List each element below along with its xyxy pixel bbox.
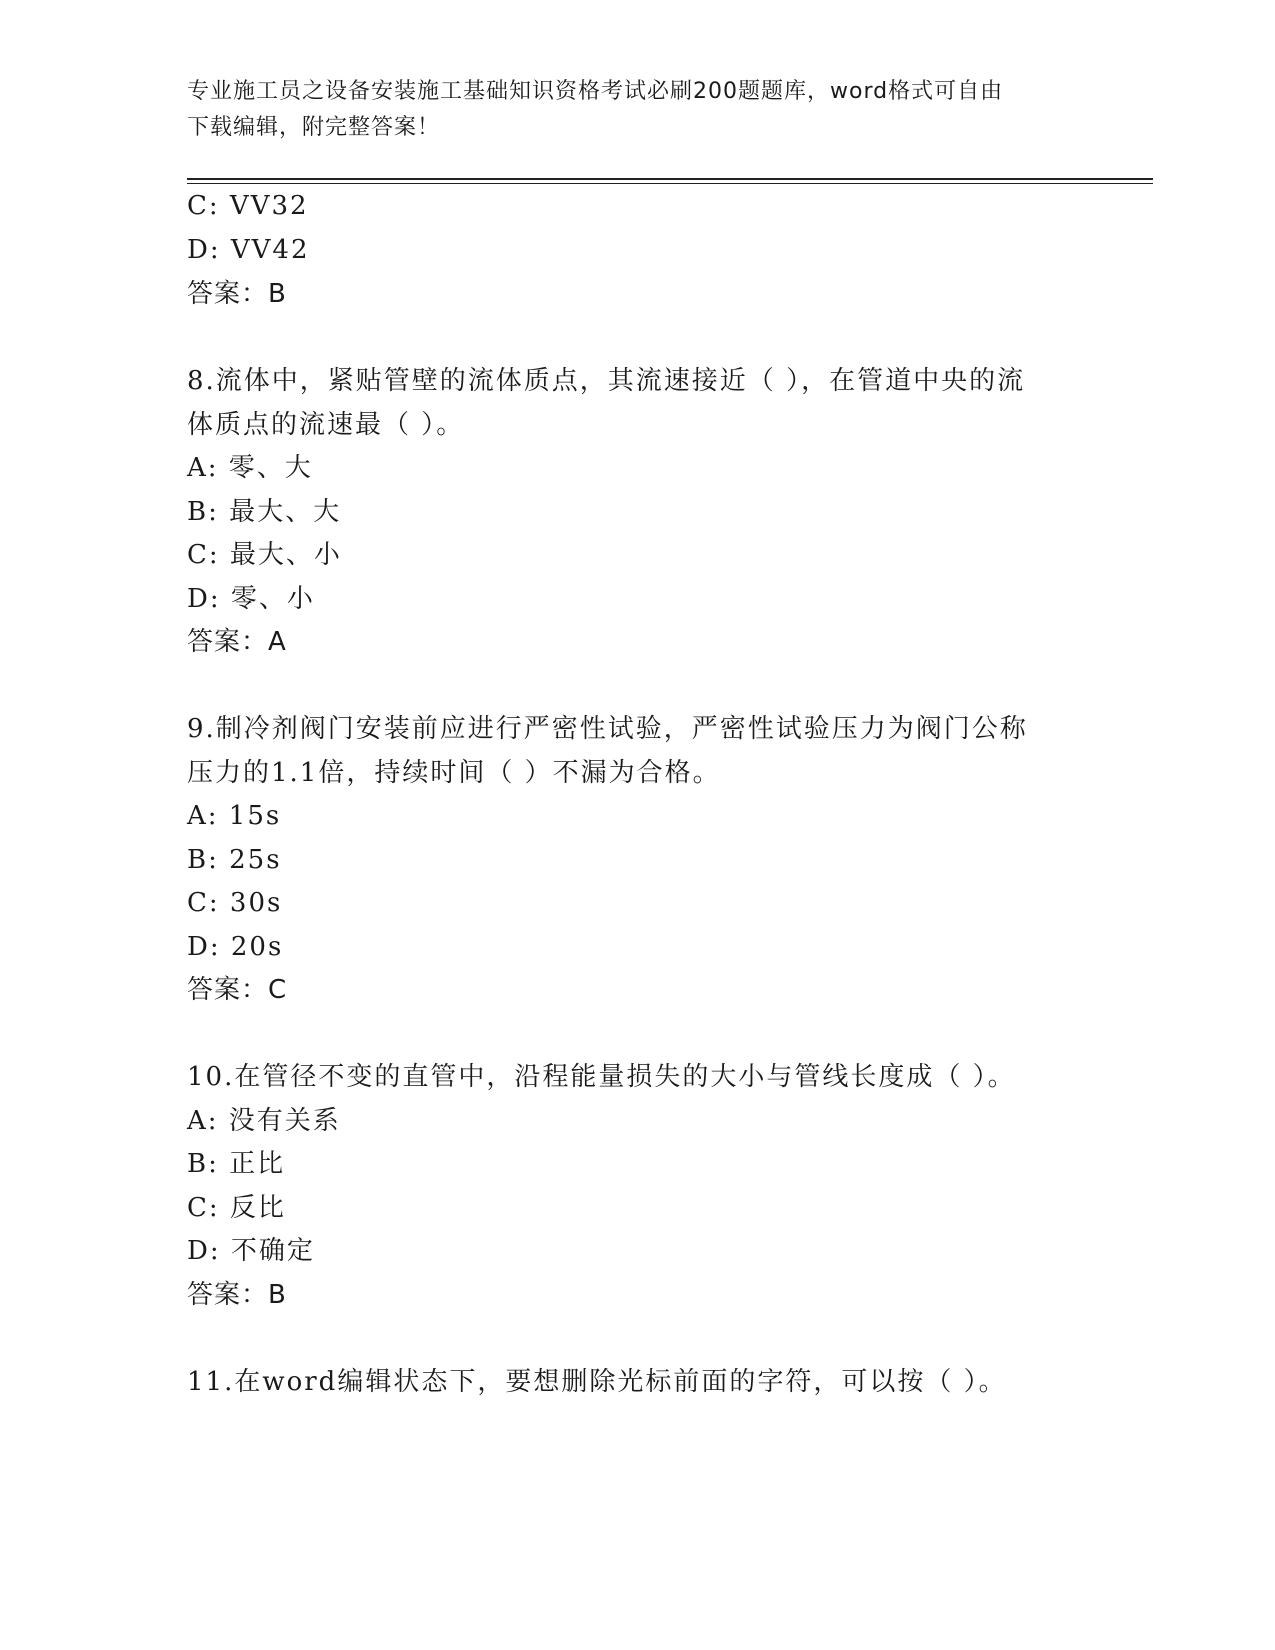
q9-option-c: C: 30s bbox=[187, 888, 283, 918]
q10-answer: 答案：B bbox=[187, 1280, 287, 1310]
q10-option-d: D: 不确定 bbox=[187, 1236, 315, 1266]
q11-stem: 11.在word编辑状态下，要想删除光标前面的字符，可以按（ ）。 bbox=[187, 1367, 1007, 1397]
q8-stem-line-2: 体质点的流速最（ ）。 bbox=[187, 410, 465, 440]
document-header bbox=[187, 74, 1047, 146]
q9-option-b: B: 25s bbox=[187, 845, 282, 875]
q9-option-a: A: 15s bbox=[187, 801, 282, 831]
q10-option-c: C: 反比 bbox=[187, 1193, 286, 1223]
q8-option-c: C: 最大、小 bbox=[187, 540, 342, 570]
q7-answer: 答案：B bbox=[187, 279, 287, 309]
q8-answer: 答案：A bbox=[187, 627, 287, 657]
q8-stem-line-1: 8.流体中，紧贴管壁的流体质点，其流速接近（ ），在管道中央的流 bbox=[187, 366, 1026, 396]
q9-option-d: D: 20s bbox=[187, 932, 284, 962]
q8-option-b: B: 最大、大 bbox=[187, 497, 342, 527]
q10-option-a: A: 没有关系 bbox=[187, 1106, 341, 1136]
q10-stem: 10.在管径不变的直管中，沿程能量损失的大小与管线长度成（ ）。 bbox=[187, 1062, 1016, 1092]
q8-option-d: D: 零、小 bbox=[187, 584, 315, 614]
document-page bbox=[187, 0, 1153, 1650]
q10-option-b: B: 正比 bbox=[187, 1149, 286, 1179]
q8-option-a: A: 零、大 bbox=[187, 453, 313, 483]
q7-option-d: D: VV42 bbox=[187, 235, 310, 265]
q9-answer: 答案：C bbox=[187, 975, 288, 1005]
q9-stem-line-1: 9.制冷剂阀门安装前应进行严密性试验，严密性试验压力为阀门公称 bbox=[187, 714, 1028, 744]
header-divider-thin bbox=[187, 183, 1153, 184]
header-line-1: 专业施工员之设备安装施工基础知识资格考试必刷200题题库，word格式可自由 bbox=[187, 79, 1004, 104]
header-divider-thick bbox=[187, 178, 1153, 180]
q7-option-c: C: VV32 bbox=[187, 191, 309, 221]
q9-stem-line-2: 压力的1.1倍，持续时间（ ）不漏为合格。 bbox=[187, 758, 721, 788]
header-line-2: 下载编辑，附完整答案！ bbox=[187, 115, 441, 140]
